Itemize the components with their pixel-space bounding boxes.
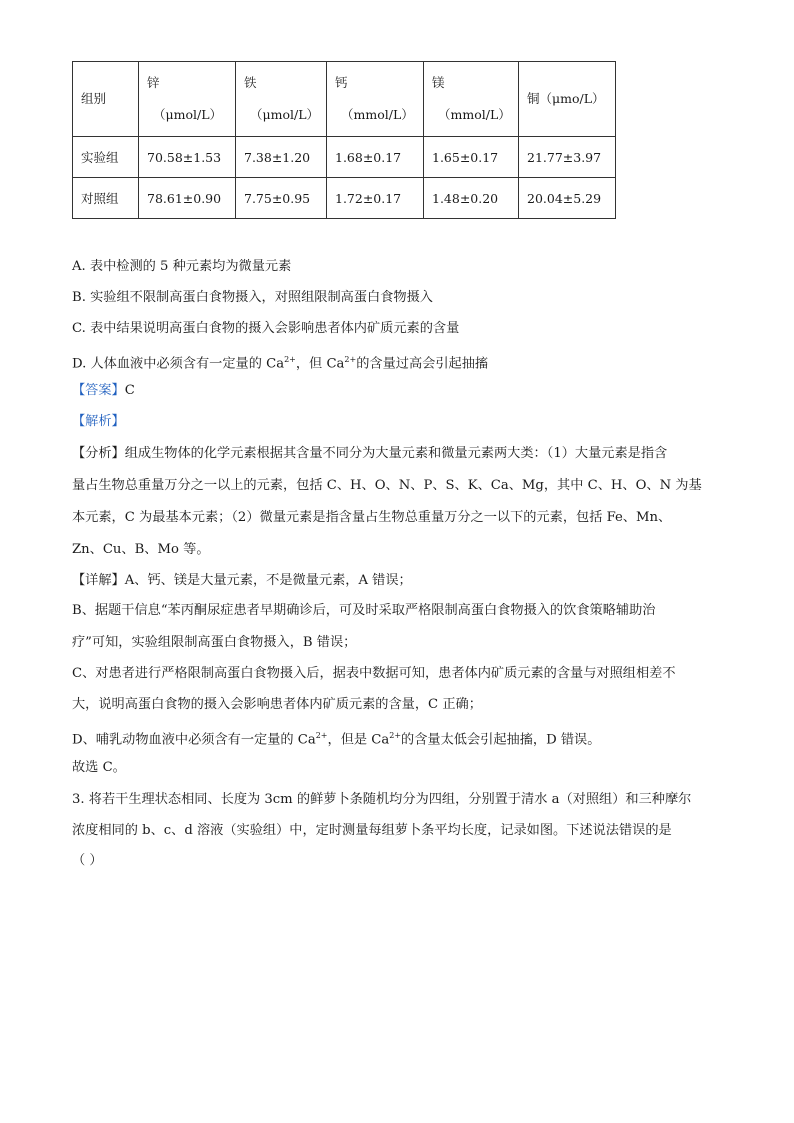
- option-c: C. 表中结果说明高蛋白食物的摄入会影响患者体内矿质元素的含量: [72, 321, 460, 336]
- answer-value: C: [124, 383, 135, 398]
- table-cell: 对照组: [73, 178, 139, 219]
- table-cell: 1.48±0.20: [424, 178, 519, 219]
- detail-line: B、据题干信息“苯丙酮尿症患者早期确诊后，可及时采取严格限制高蛋白食物摄入的饮食策略辅助治: [72, 603, 656, 618]
- table-row: [73, 137, 616, 178]
- table-cell: 1.68±0.17: [327, 137, 424, 178]
- table-cell: 7.38±1.20: [236, 137, 327, 178]
- detail-line: 【详解】A、钙、镁是大量元素，不是微量元素，A 错误；: [72, 573, 412, 588]
- table-header-row: [73, 62, 616, 137]
- question-3-line: （ ）: [72, 853, 103, 868]
- analysis-line: 【分析】组成生物体的化学元素根据其含量不同分为大量元素和微量元素两大类：（1）大量元素是指含: [72, 446, 668, 461]
- analysis-line: 本元素，C 为最基本元素；（2）微量元素是指含量占生物总重量万分之一以下的元素，包括 Fe、Mn、: [72, 510, 672, 525]
- header-cell: 镁 （mmol/L）: [424, 62, 519, 137]
- detail-line: 疗”可知，实验组限制高蛋白食物摄入，B 错误；: [72, 635, 357, 650]
- table-row: [73, 178, 616, 219]
- answer-line: [72, 381, 135, 401]
- table-cell: 20.04±5.29: [519, 178, 616, 219]
- analysis-line: 量占生物总重量万分之一以上的元素，包括 C、H、O、N、P、S、K、Ca、Mg，其中 C、H、O、N 为基: [72, 478, 702, 493]
- option-b: B. 实验组不限制高蛋白食物摄入，对照组限制高蛋白食物摄入: [72, 290, 433, 305]
- detail-line: 故选 C。: [72, 760, 126, 775]
- question-3-line: 浓度相同的 b、c、d 溶液（实验组）中，定时测量每组萝卜条平均长度，记录如图。下述说法错误的是: [72, 823, 672, 838]
- detail-line: 大，说明高蛋白食物的摄入会影响患者体内矿质元素的含量，C 正确；: [72, 697, 482, 712]
- option-a: A. 表中检测的 5 种元素均为微量元素: [72, 259, 292, 274]
- header-cell: 锌 （μmol/L）: [139, 62, 236, 137]
- table-cell: 实验组: [73, 137, 139, 178]
- mineral-table: [72, 61, 616, 219]
- table-cell: 78.61±0.90: [139, 178, 236, 219]
- table-cell: 21.77±3.97: [519, 137, 616, 178]
- header-cell: 组别: [73, 62, 139, 137]
- header-cell: 铜（μmo/L）: [519, 62, 616, 137]
- answer-tag: 【答案】: [72, 383, 125, 398]
- analysis-line: Zn、Cu、B、Mo 等。: [72, 542, 210, 557]
- detail-line: D、哺乳动物血液中必须含有一定量的 $Ca^{2+}$，但是 $Ca^{2+}$的含量太低会引起抽搐，D 错误。: [72, 731, 601, 748]
- header-cell: 铁 （μmol/L）: [236, 62, 327, 137]
- table-cell: 1.65±0.17: [424, 137, 519, 178]
- header-cell: 钙 （mmol/L）: [327, 62, 424, 137]
- analysis-tag: 【解析】: [72, 414, 125, 429]
- table-cell: 1.72±0.17: [327, 178, 424, 219]
- option-d: D. 人体血液中必须含有一定量的 $Ca^{2+}$，但 $Ca^{2+}$的含量过高会引起抽搐: [72, 355, 489, 372]
- question-3-line: 3. 将若干生理状态相同、长度为 3cm 的鲜萝卜条随机均分为四组，分别置于清水 a（对照组）和三种摩尔: [72, 792, 692, 807]
- table-cell: 7.75±0.95: [236, 178, 327, 219]
- table-cell: 70.58±1.53: [139, 137, 236, 178]
- detail-line: C、对患者进行严格限制高蛋白食物摄入后，据表中数据可知，患者体内矿质元素的含量与对照组相差不: [72, 666, 676, 681]
